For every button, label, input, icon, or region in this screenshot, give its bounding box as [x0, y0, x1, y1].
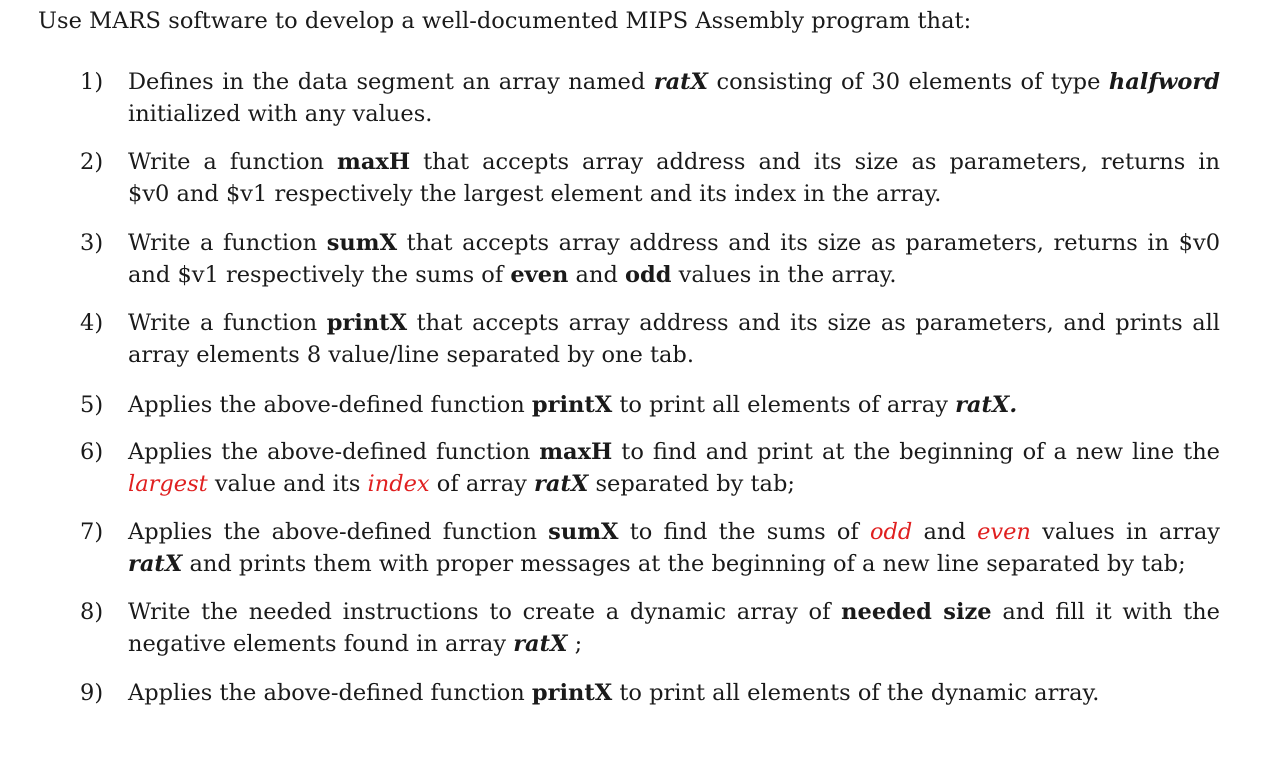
text-run: separated by tab;	[588, 471, 795, 497]
emphasis-term: halfword	[1108, 69, 1220, 95]
text-run: $v0 and $v1 respectively the largest element and its index in the array.	[128, 181, 942, 207]
item-line	[128, 677, 1220, 709]
item-text	[128, 596, 1220, 660]
item-number: 8)	[80, 599, 104, 625]
item-number: 9)	[80, 680, 104, 706]
text-run: and fill it with the	[991, 599, 1220, 625]
highlight-term: even	[977, 519, 1031, 545]
text-run: and prints them with proper messages at the beginning of a new line separated by tab;	[182, 551, 1186, 577]
text-run: array elements 8 value/line separated by one tab.	[128, 342, 694, 368]
highlight-term: odd	[869, 519, 913, 545]
text-run: initialized with any values.	[128, 101, 433, 127]
emphasis-term: ratX	[534, 471, 589, 497]
item-number: 4)	[80, 310, 104, 336]
item-line	[128, 227, 1220, 259]
item-text	[128, 307, 1220, 371]
emphasis-term: sumX	[326, 230, 398, 256]
emphasis-term: printX	[531, 392, 613, 418]
item-text	[128, 436, 1220, 500]
item-text	[128, 146, 1220, 210]
item-line	[128, 468, 1220, 500]
item-line	[128, 98, 1220, 130]
text-run: to print all elements of array	[612, 392, 956, 418]
item-line	[128, 146, 1220, 178]
text-run: Applies the above-defined function	[128, 392, 532, 418]
emphasis-term: odd	[625, 262, 672, 288]
item-number: 6)	[80, 439, 104, 465]
item-line	[128, 259, 1220, 291]
text-run: Applies the above-defined function	[128, 439, 540, 465]
text-run: to print all elements of the dynamic array.	[612, 680, 1100, 706]
text-run: and	[568, 262, 626, 288]
highlight-term: largest	[128, 471, 208, 497]
text-run: and $v1 respectively the sums of	[128, 262, 511, 288]
text-run: of array	[429, 471, 535, 497]
item-line	[128, 436, 1220, 468]
emphasis-term: ratX.	[955, 392, 1018, 418]
text-run: Write the needed instructions to create a dynamic array of	[128, 599, 842, 625]
text-run: Write a function	[128, 230, 327, 256]
item-text	[128, 66, 1220, 130]
highlight-term: index	[367, 471, 430, 497]
text-run: Defines in the data segment an array named	[128, 69, 654, 95]
emphasis-term: printX	[326, 310, 408, 336]
emphasis-term: printX	[531, 680, 613, 706]
text-run: consisting of 30 elements of type	[708, 69, 1109, 95]
text-run: ;	[567, 631, 583, 657]
emphasis-term: ratX	[128, 551, 183, 577]
item-text	[128, 389, 1220, 421]
text-run: negative elements found in array	[128, 631, 514, 657]
text-run: values in array	[1030, 519, 1220, 545]
item-text	[128, 677, 1220, 709]
item-line	[128, 516, 1220, 548]
item-text	[128, 227, 1220, 291]
item-line	[128, 596, 1220, 628]
item-line	[128, 389, 1220, 421]
emphasis-term: maxH	[539, 439, 613, 465]
text-run: to find the sums of	[618, 519, 870, 545]
item-line	[128, 628, 1220, 660]
text-run: Write a function	[128, 149, 338, 175]
text-run: value and its	[207, 471, 368, 497]
item-number: 2)	[80, 149, 104, 175]
item-number: 5)	[80, 392, 104, 418]
text-run: that accepts array address and its size as parameters, returns in	[410, 149, 1220, 175]
item-line	[128, 307, 1220, 339]
item-line	[128, 339, 1220, 371]
item-text	[128, 516, 1220, 580]
item-number: 3)	[80, 230, 104, 256]
text-run: that accepts array address and its size as parameters, returns in $v0	[397, 230, 1221, 256]
emphasis-term: sumX	[548, 519, 619, 545]
emphasis-term: even	[510, 262, 569, 288]
text-run: Applies the above-defined function	[128, 519, 549, 545]
emphasis-term: ratX	[513, 631, 568, 657]
item-number: 1)	[80, 69, 104, 95]
item-line	[128, 178, 1220, 210]
text-run: that accepts array address and its size as parameters, and prints all	[407, 310, 1220, 336]
intro-text: Use MARS software to develop a well-documented MIPS Assembly program that:	[38, 8, 972, 34]
emphasis-term: maxH	[337, 149, 411, 175]
emphasis-term: needed size	[841, 599, 992, 625]
item-line	[128, 548, 1220, 580]
text-run: Applies the above-defined function	[128, 680, 532, 706]
text-run: values in the array.	[671, 262, 897, 288]
text-run: and	[912, 519, 978, 545]
item-line	[128, 66, 1220, 98]
text-run: Write a function	[128, 310, 327, 336]
item-number: 7)	[80, 519, 104, 545]
emphasis-term: ratX	[653, 69, 709, 95]
text-run: to find and print at the beginning of a new line the	[612, 439, 1220, 465]
